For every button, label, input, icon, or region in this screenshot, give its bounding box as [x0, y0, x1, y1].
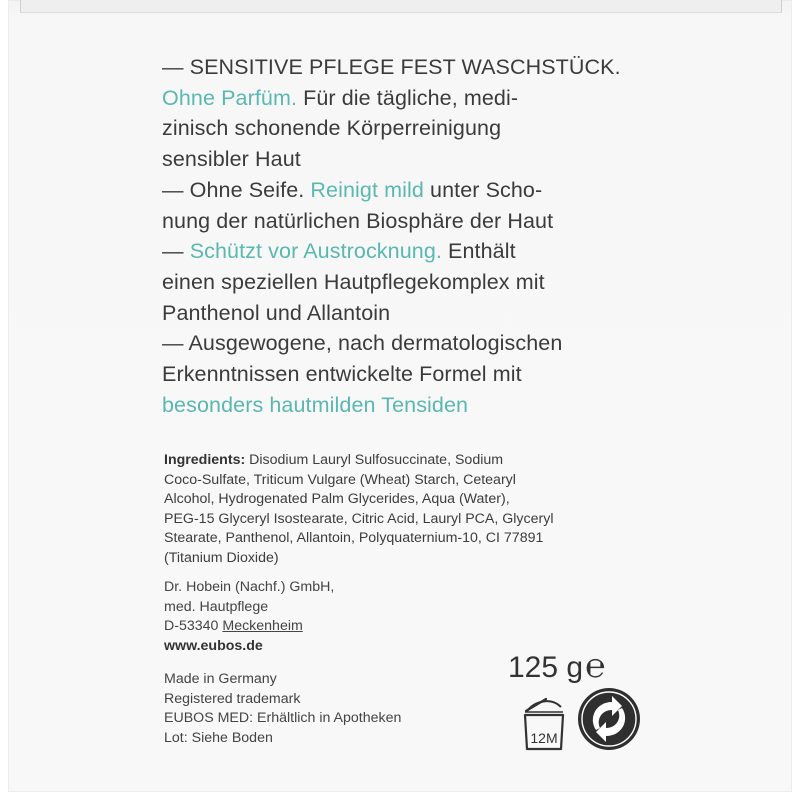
- ingredients-line: Stearate, Panthenol, Allantoin, Polyquaternium-10, CI 77891: [164, 530, 544, 547]
- net-weight-value: 125 g: [508, 651, 584, 684]
- ingredients-line: (Titanium Dioxide): [164, 549, 279, 566]
- description-text: einen speziellen Hautpflegekomplex mit: [162, 269, 545, 294]
- ingredients-line: Alcohol, Hydrogenated Palm Glycerides, Aqua (Water),: [164, 491, 510, 508]
- description-line: [162, 144, 642, 175]
- description-line: [162, 298, 642, 329]
- description-text: Panthenol und Allantoin: [162, 300, 391, 325]
- description-text: — Ohne Seife.: [162, 177, 311, 202]
- description-line: [162, 359, 642, 390]
- postal-code: D-53340: [164, 618, 223, 635]
- description-text: unter Scho-: [423, 177, 543, 202]
- green-dot-recycling-icon: [576, 686, 642, 752]
- description-text: nung der natürlichen Biosphäre der Haut: [162, 208, 554, 233]
- description-text: sensibler Haut: [162, 147, 301, 172]
- description-line: [162, 328, 642, 359]
- ingredients-list: [164, 451, 554, 569]
- legal-line: Made in Germany: [164, 671, 277, 687]
- period-after-opening-icon: [521, 693, 567, 753]
- product-description: [162, 52, 642, 420]
- description-line: [162, 52, 642, 83]
- description-line: [162, 175, 642, 206]
- ingredients-line: Disodium Lauryl Sulfosuccinate, Sodium: [245, 452, 504, 468]
- ingredients-label: Ingredients:: [164, 452, 246, 468]
- company-dept: med. Hautpflege: [164, 598, 269, 615]
- company-name: Dr. Hobein (Nachf.) GmbH,: [164, 579, 335, 595]
- description-line: [162, 390, 642, 421]
- highlight-text: Ohne Parfüm.: [162, 85, 298, 110]
- description-text: — SENSITIVE PFLEGE FEST WASCHSTÜCK.: [162, 55, 621, 79]
- description-line: [162, 113, 642, 144]
- website-link[interactable]: www.eubos.de: [164, 637, 263, 654]
- description-text: Enthält: [441, 239, 516, 264]
- manufacturer-address: [164, 578, 334, 656]
- highlight-text: Schützt vor Austrocknung.: [189, 239, 442, 264]
- description-text: Erkenntnissen entwickelte Formel mit: [162, 362, 522, 387]
- legal-info: [164, 670, 401, 748]
- ingredients-line: PEG-15 Glyceryl Isostearate, Citric Acid, Lauryl PCA, Glyceryl: [164, 510, 554, 527]
- description-line: [162, 267, 642, 298]
- description-text: —: [162, 239, 190, 264]
- description-line: [162, 83, 642, 114]
- legal-line: Lot: Siehe Boden: [164, 729, 273, 746]
- description-line: [162, 206, 642, 237]
- city: Meckenheim: [222, 618, 303, 635]
- highlight-text: besonders hautmilden Tensiden: [162, 392, 469, 417]
- legal-line: EUBOS MED: Erhältlich in Apotheken: [164, 710, 402, 727]
- description-text: zinisch schonende Körperreinigung: [162, 116, 502, 141]
- pao-label: 12M: [530, 730, 558, 746]
- highlight-text: Reinigt mild: [310, 177, 424, 202]
- net-weight: [508, 648, 605, 686]
- legal-line: Registered trademark: [164, 690, 301, 707]
- package-top-flap: [20, 0, 782, 13]
- estimated-sign-icon: ℮: [585, 647, 606, 685]
- description-text: — Ausgewogene, nach dermatologischen: [162, 331, 563, 356]
- ingredients-line: Coco-Sulfate, Triticum Vulgare (Wheat) Starch, Cetearyl: [164, 471, 516, 488]
- description-text: Für die tägliche, medi-: [297, 85, 519, 110]
- description-line: [162, 236, 642, 267]
